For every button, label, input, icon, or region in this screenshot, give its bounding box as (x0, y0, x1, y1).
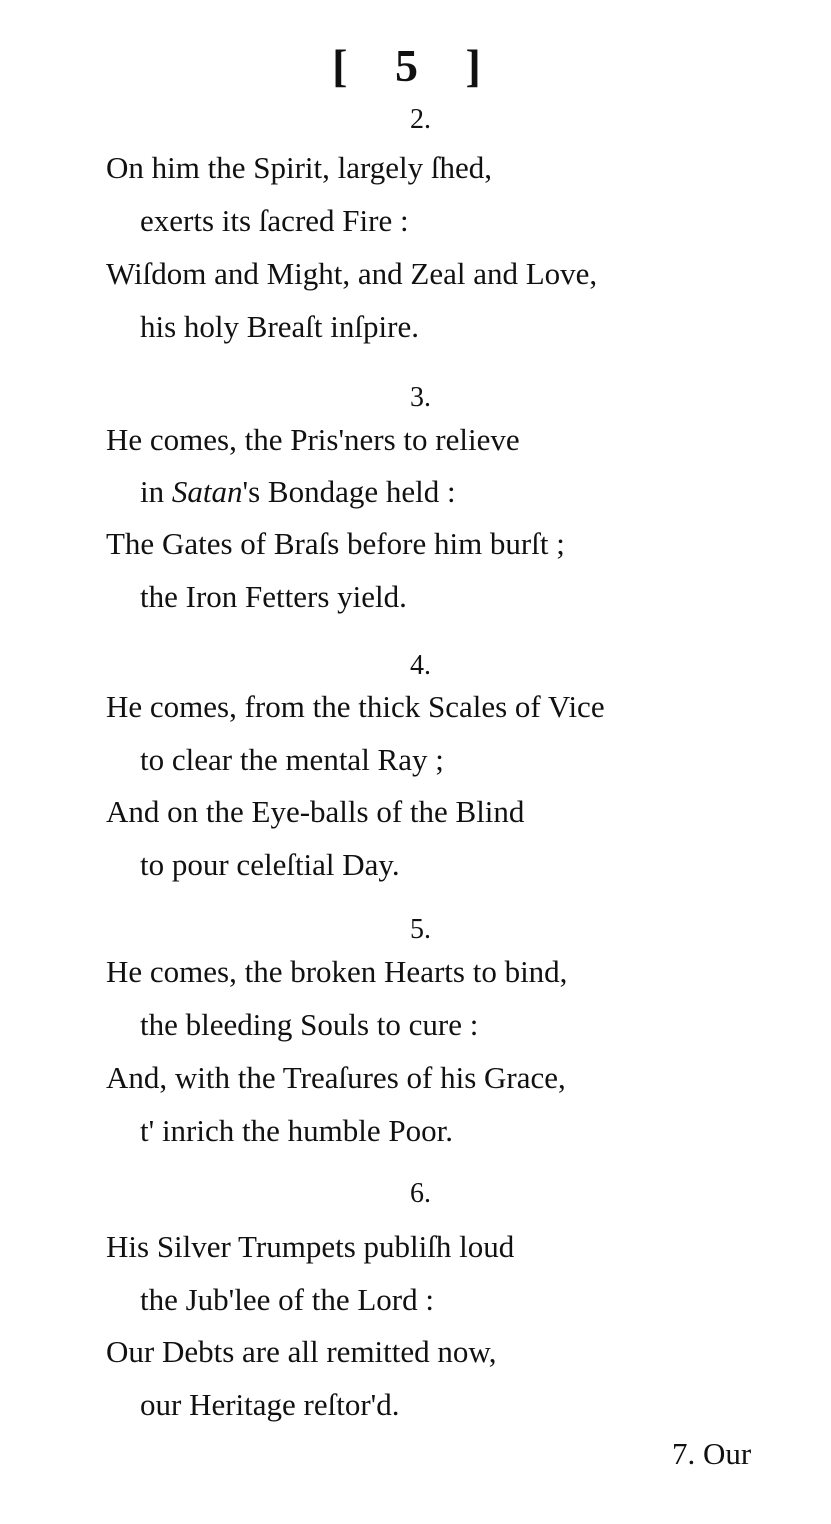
stanza-number: 2. (410, 104, 431, 135)
verse-line: exerts its ſacred Fire : (140, 203, 409, 238)
verse-line: to clear the mental Ray ; (140, 742, 444, 777)
verse-line: He comes, the Pris'ners to relieve (106, 422, 520, 457)
verse-line: to pour celeſtial Day. (140, 847, 400, 882)
verse-line: the Jub'lee of the Lord : (140, 1282, 434, 1317)
stanza-number: 4. (410, 650, 431, 681)
verse-line: Our Debts are all remitted now, (106, 1334, 497, 1369)
verse-line-italic: Satan (171, 474, 243, 509)
verse-line: He comes, from the thick Scales of Vice (106, 689, 605, 724)
verse-line: And on the Eye-balls of the Blind (106, 794, 525, 829)
verse-line: He comes, the broken Hearts to bind, (106, 954, 568, 989)
catchword: 7. Our (672, 1436, 752, 1471)
verse-line: t' inrich the humble Poor. (140, 1113, 453, 1148)
stanza-number: 5. (410, 914, 431, 945)
verse-line: The Gates of Braſs before him burſt ; (106, 526, 565, 561)
verse-line: his holy Breaſt inſpire. (140, 309, 419, 344)
page-number: [ 5 ] (332, 40, 499, 91)
verse-line: the bleeding Souls to cure : (140, 1007, 479, 1042)
verse-line: And, with the Treaſures of his Grace, (106, 1060, 566, 1095)
stanza-number: 6. (410, 1178, 431, 1209)
verse-line: the Iron Fetters yield. (140, 579, 407, 614)
verse-line: our Heritage reſtor'd. (140, 1387, 400, 1422)
verse-line: in Satan's Bondage held : (140, 474, 456, 509)
verse-line: On him the Spirit, largely ſhed, (106, 150, 493, 185)
verse-line: His Silver Trumpets publiſh loud (106, 1229, 515, 1264)
verse-line: Wiſdom and Might, and Zeal and Love, (106, 256, 598, 291)
stanza-number: 3. (410, 382, 431, 413)
